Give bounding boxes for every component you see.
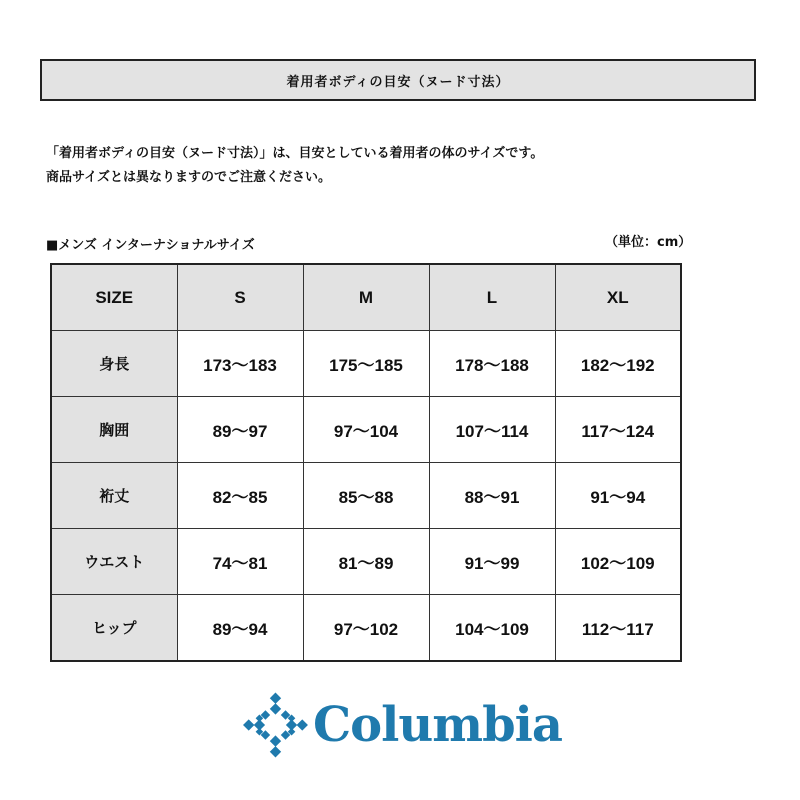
row-label-hip: ヒップ — [51, 595, 177, 662]
table-cell: 74～81 — [177, 529, 303, 595]
table-header-row — [51, 264, 681, 331]
note-line-2: 商品サイズとは異なりますのでご注意ください。 — [46, 170, 331, 185]
unit-label: （単位：cm） — [605, 235, 692, 250]
table-cell: 91～99 — [429, 529, 555, 595]
row-label-sleeve: 裄丈 — [51, 463, 177, 529]
header-cell-xl: XL — [555, 264, 681, 331]
header-cell-m: M — [303, 264, 429, 331]
header-cell-size: SIZE — [51, 264, 177, 331]
size-note — [46, 142, 543, 190]
row-label-chest: 胸囲 — [51, 397, 177, 463]
table-cell: 97～104 — [303, 397, 429, 463]
table-row — [51, 529, 681, 595]
header-cell-s: S — [177, 264, 303, 331]
row-label-waist: ウエスト — [51, 529, 177, 595]
table-cell: 117～124 — [555, 397, 681, 463]
columbia-diamond-icon — [242, 689, 309, 761]
table-cell: 81～89 — [303, 529, 429, 595]
table-cell: 97～102 — [303, 595, 429, 662]
table-row — [51, 463, 681, 529]
columbia-logo-text: Columbia — [312, 697, 562, 753]
table-cell: 175～185 — [303, 331, 429, 397]
table-cell: 82～85 — [177, 463, 303, 529]
table-row — [51, 595, 681, 662]
header-cell-l: L — [429, 264, 555, 331]
table-cell: 178～188 — [429, 331, 555, 397]
table-cell: 182～192 — [555, 331, 681, 397]
columbia-logo — [242, 690, 562, 760]
table-row — [51, 331, 681, 397]
table-cell: 89～97 — [177, 397, 303, 463]
table-cell: 85～88 — [303, 463, 429, 529]
page-title: 着用者ボディの目安（ヌード寸法） — [40, 59, 756, 101]
size-table — [50, 263, 682, 662]
table-cell: 89～94 — [177, 595, 303, 662]
section-title: ■メンズ インターナショナルサイズ — [46, 238, 255, 253]
table-cell: 91～94 — [555, 463, 681, 529]
table-cell: 107～114 — [429, 397, 555, 463]
row-label-height: 身長 — [51, 331, 177, 397]
table-cell: 173～183 — [177, 331, 303, 397]
note-line-1: 「着用者ボディの目安（ヌード寸法）」は、目安としている着用者の体のサイズです。 — [46, 146, 544, 161]
table-row — [51, 397, 681, 463]
table-cell: 104～109 — [429, 595, 555, 662]
table-cell: 88～91 — [429, 463, 555, 529]
table-cell: 102～109 — [555, 529, 681, 595]
table-cell: 112～117 — [555, 595, 681, 662]
